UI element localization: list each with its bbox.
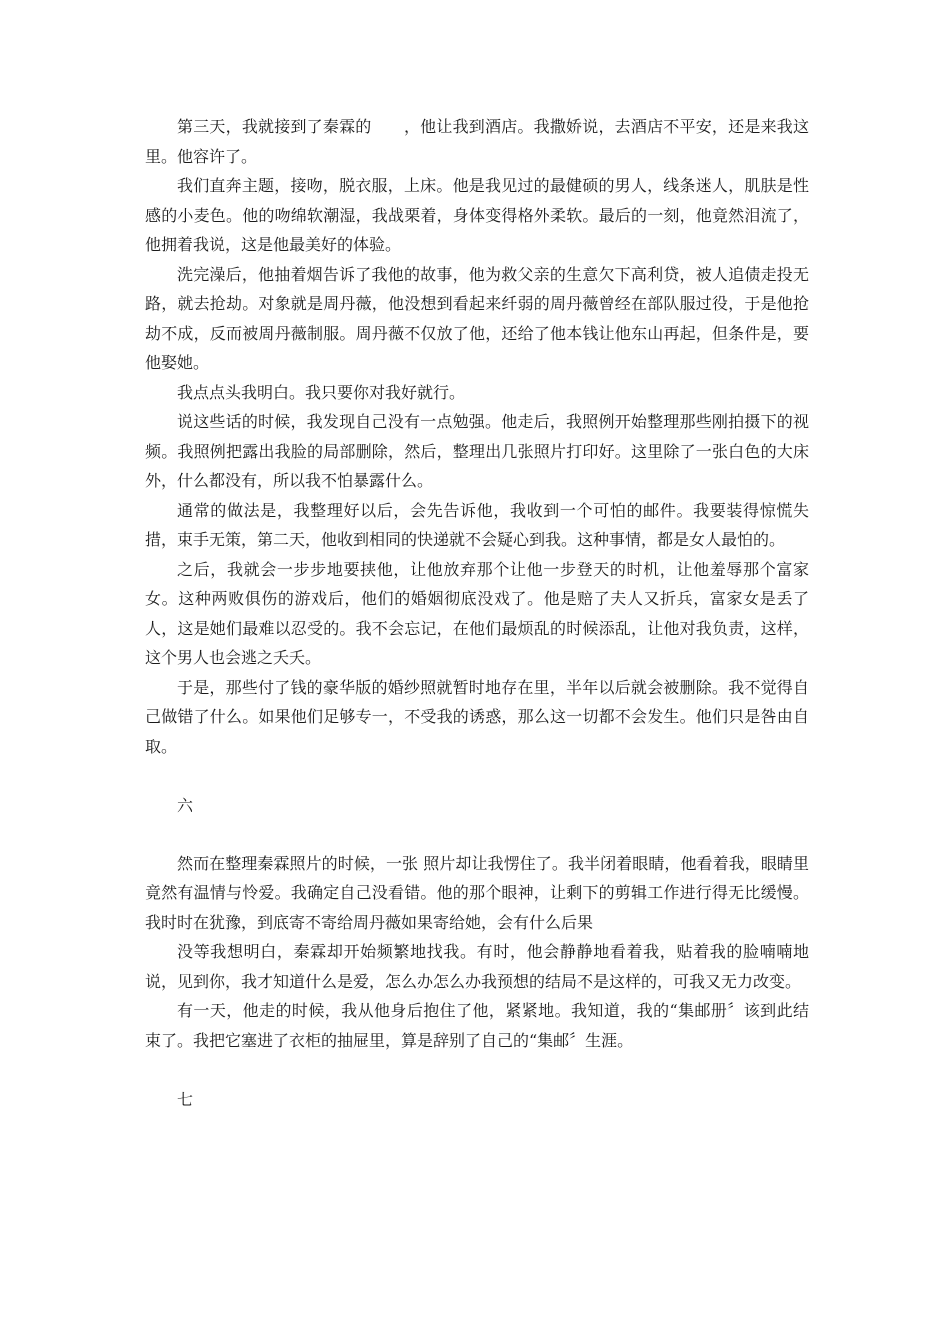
paragraph: 然而在整理秦霖照片的时候，一张 照片却让我愣住了。我半闭着眼睛，他看着我，眼睛里竟然有温情与怜爱。我确定自己没看错。他的那个眼神，让剩下的剪辑工作进行得无比缓慢。我时时在犹豫，到底寄不寄给周丹薇如果寄给她，会有什么后果: [145, 853, 809, 932]
paragraph: 于是，那些付了钱的豪华版的婚纱照就暂时地存在里，半年以后就会被删除。我不觉得自己做错了什么。如果他们足够专一，不受我的诱惑，那么这一切都不会发生。他们只是咎由自取。: [145, 677, 809, 756]
paragraph: 说这些话的时候，我发现自己没有一点勉强。他走后，我照例开始整理那些刚拍摄下的视频。我照例把露出我脸的局部删除，然后，整理出几张照片打印好。这里除了一张白色的大床外，什么都没有，所以我不怕暴露什么。: [145, 412, 809, 490]
paragraph: 之后，我就会一步步地要挟他，让他放弃那个让他一步登天的时机，让他羞辱那个富家女。这种两败俱伤的游戏后，他们的婚姻彻底没戏了。他是赔了夫人又折兵，富家女是丢了人，这是她们最难以忍受的。我不会忘记，在他们最烦乱的时候添乱，让他对我负责，这样，这个男人也会逃之夭夭。: [145, 559, 809, 667]
section-spacer: [145, 1055, 809, 1085]
paragraph: 通常的做法是，我整理好以后，会先告诉他，我收到一个可怕的邮件。我要装得惊慌失措，束手无策，第二天，他收到相同的快递就不会疑心到我。这种事情，都是女人最怕的。: [145, 500, 809, 549]
section-spacer: [145, 761, 809, 791]
section-heading-seven: 七: [177, 1090, 194, 1109]
section-heading-six: 六: [177, 796, 194, 815]
paragraph: 第三天，我就接到了秦霖的 ，他让我到酒店。我撒娇说，去酒店不平安，还是来我这里。他容许了。: [145, 117, 809, 166]
paragraph: 没等我想明白，秦霖却开始频繁地找我。有时，他会静静地看着我，贴着我的脸喃喃地说，见到你，我才知道什么是爱，怎么办怎么办我预想的结局不是这样的，可我又无力改变。: [145, 942, 809, 991]
section-spacer: [145, 821, 809, 849]
paragraph: 我们直奔主题，接吻，脱衣服，上床。他是我见过的最健硕的男人，线条迷人，肌肤是性感的小麦色。他的吻绵软潮湿，我战栗着，身体变得格外柔软。最后的一刻，他竟然泪流了，他拥着我说，这是他最美好的体验。: [145, 176, 809, 254]
paragraph: 洗完澡后，他抽着烟告诉了我他的故事，他为救父亲的生意欠下高利贷，被人追债走投无路，就去抢劫。对象就是周丹薇，他没想到看起来纤弱的周丹薇曾经在部队服过役，于是他抢劫不成，反而被周丹薇制服。周丹薇不仅放了他，还给了他本钱让他东山再起，但条件是，要他娶她。: [145, 264, 809, 372]
paragraph: 我点点头我明白。我只要你对我好就行。: [177, 382, 466, 402]
document-body: [145, 112, 809, 1115]
paragraph: 有一天，他走的时候，我从他身后抱住了他，紧紧地。我知道，我的“集邮册〞该到此结束了。我把它塞进了衣柜的抽屉里，算是辞别了自己的“集邮〞生涯。: [145, 1001, 809, 1050]
